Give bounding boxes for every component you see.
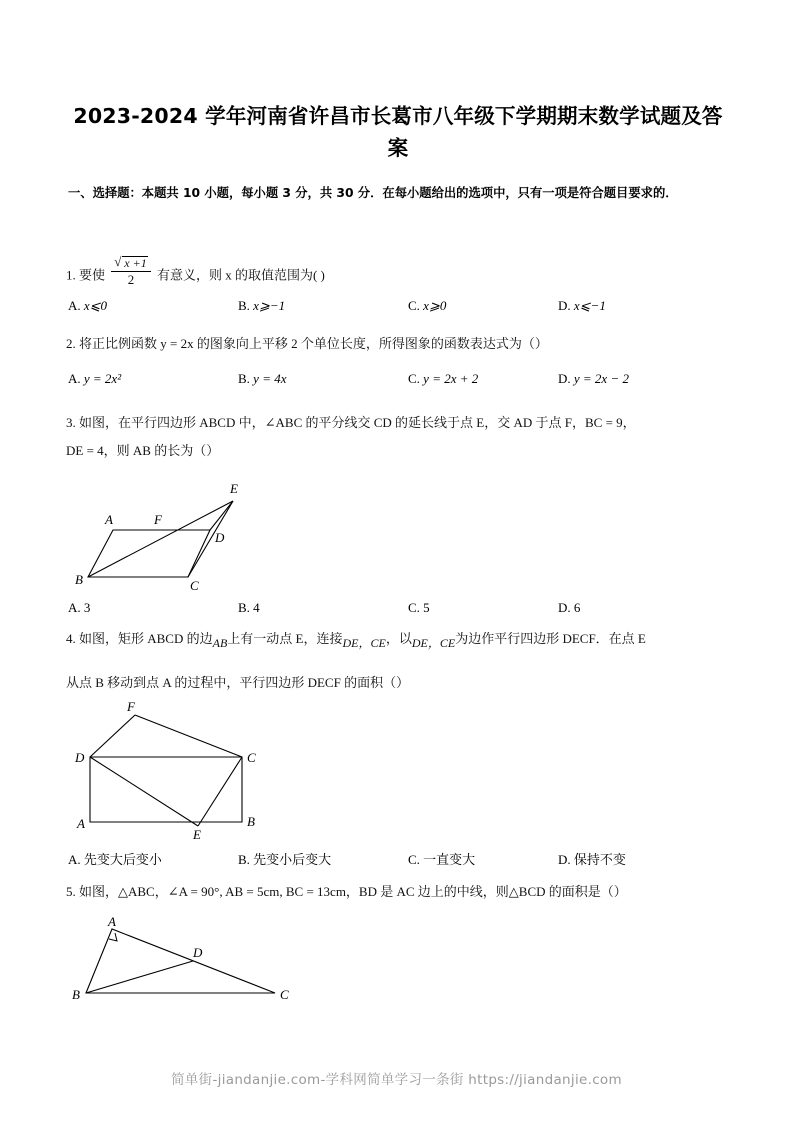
label-D: D [193,945,203,960]
question-2-text: 将正比例函数 y = 2x 的图象向上平移 2 个单位长度，所得图象的函数表达式为（） [79,336,548,351]
question-3-options [66,600,736,620]
option-b-text: 先变小后变大 [253,852,332,867]
question-5-stem [66,881,742,903]
segment-ed [210,501,233,530]
option-b[interactable] [238,849,331,868]
sqrt-group [114,256,147,270]
option-b[interactable] [238,600,260,616]
option-c[interactable] [408,298,446,314]
option-b-label: B. [238,852,250,867]
figure-parallelogram-abcd [70,480,260,593]
option-a-label: A. [68,298,81,313]
label-F: F [154,512,162,527]
option-c[interactable] [408,849,475,868]
option-a[interactable] [68,298,107,314]
question-4-sub-de-ce-1: DE，CE [342,636,386,650]
option-c-label: C. [408,298,420,313]
option-a-text: y = 2x² [83,371,122,386]
option-c[interactable] [408,371,478,387]
label-E: E [230,481,238,496]
label-D: D [75,750,85,765]
question-4-line1-part3: ，以 [385,631,412,646]
option-d-text: y = 2x − 2 [573,371,629,386]
label-B: B [247,814,255,829]
rectangle-abcd-outline [90,757,242,822]
question-3-stem-line2 [66,440,738,462]
option-b-label: B. [238,600,250,615]
option-d-text: x⩽−1 [573,298,606,313]
figure-triangle-abc [70,915,300,1010]
option-b-label: B. [238,371,250,386]
fraction-numerator [111,256,150,272]
option-c[interactable] [408,600,430,616]
option-a-text: 3 [83,600,91,615]
option-c-text: x⩾0 [423,298,447,313]
option-b[interactable] [238,298,285,314]
question-1-options [66,298,736,318]
segment-de [90,757,198,826]
option-a-text: 先变大后变小 [83,852,162,867]
question-4-sub-de-ce-2: DE，CE [411,636,456,650]
figure-rectangle-svg [75,700,275,840]
figure-parallelogram-svg [70,480,260,592]
question-3-line2: DE = 4，则 AB 的长为（） [66,443,220,458]
section-heading: 一、选择题：本题共 10 小题，每小题 3 分，共 30 分．在每小题给出的选项中，只有一项是符合题目要求的． [68,186,678,200]
option-a[interactable] [68,600,90,616]
label-A: A [108,914,116,929]
option-d-text: 6 [573,600,581,615]
question-4-stem-line1 [66,628,740,650]
option-d-label: D. [558,600,571,615]
label-F: F [127,699,135,714]
figure-rectangle-decf [75,700,275,840]
footer-watermark: 简单街-jiandanjie.com-学科网简单学习一条街 https://jiandanjie.com [171,1072,622,1088]
label-C: C [280,987,289,1002]
question-1-stem [66,254,736,288]
option-d-label: D. [558,371,571,386]
fraction-denominator: 2 [127,271,135,287]
option-d[interactable] [558,298,606,314]
segment-cf [135,715,242,757]
question-5-number: 5. [66,884,76,899]
question-2-number: 2. [66,336,76,351]
option-d[interactable] [558,371,629,387]
segment-ec [198,757,242,826]
option-c-text: 一直变大 [423,852,476,867]
question-4-options [66,849,736,869]
option-b-text: y = 4x [253,371,287,386]
question-3-stem-line1 [66,412,738,434]
question-1-fraction [111,256,150,286]
option-a-label: A. [68,852,81,867]
option-d-label: D. [558,852,571,867]
option-b[interactable] [238,371,286,387]
label-E: E [193,827,201,842]
option-b-text: 4 [253,600,260,615]
question-4-line1-part1: 如图，矩形 ABCD 的边 [79,631,213,646]
option-c-label: C. [408,600,420,615]
question-2-stem [66,333,736,355]
option-d[interactable] [558,849,626,868]
option-a-text: x⩽0 [83,298,108,313]
median-bd [86,961,193,993]
triangle-abc-outline [86,929,275,993]
label-A: A [77,816,85,831]
option-a-label: A. [68,600,81,615]
question-4-stem-line2 [66,672,740,694]
option-c-label: C. [408,852,420,867]
question-3-number: 3. [66,415,76,430]
label-B: B [75,572,83,587]
option-b-label: B. [238,298,250,313]
label-A: A [105,512,113,527]
option-b-text: x⩾−1 [253,298,286,313]
option-a[interactable] [68,371,121,387]
label-C: C [190,578,199,593]
option-a-label: A. [68,371,81,386]
question-3-line1: 如图，在平行四边形 ABCD 中，∠ABC 的平分线交 CD 的延长线于点 E，交 AD 于点 F，BC = 9， [79,415,636,430]
option-c-label: C. [408,371,420,386]
label-C: C [247,750,256,765]
option-d-label: D. [558,298,571,313]
question-1-stem-before: 要使 [79,267,106,283]
option-d[interactable] [558,600,580,616]
label-D: D [215,530,225,545]
segment-fd [90,715,135,757]
question-4-number: 4. [66,631,76,646]
radical-sign: √ [114,254,122,269]
page-title: 2023-2024 学年河南省许昌市长葛市八年级下学期期末数学试题及答案 [73,104,723,160]
question-5-text: 如图，△ABC，∠A = 90°, AB = 5cm, BC = 13cm，BD 是 AC 边上的中线，则△BCD 的面积是（） [79,884,627,899]
figure-triangle-svg [70,915,300,1010]
label-B: B [72,987,80,1002]
question-4-line1-part2: 上有一动点 E，连接 [227,631,343,646]
question-2-options [66,371,736,391]
question-4-line1-part4: 为边作平行四边形 DECF．在点 E [455,631,646,646]
option-c-text: y = 2x + 2 [423,371,479,386]
question-1-stem-after: 有意义，则 x 的取值范围为( ) [156,267,325,283]
question-1-number: 1. [66,267,76,283]
option-a[interactable] [68,849,162,868]
radicand: x +1 [124,256,147,270]
option-d-text: 保持不变 [573,852,626,867]
question-4-sub-ab: AB [212,636,228,650]
option-c-text: 5 [423,600,430,615]
question-4-line2: 从点 B 移动到点 A 的过程中，平行四边形 DECF 的面积（） [66,675,410,690]
